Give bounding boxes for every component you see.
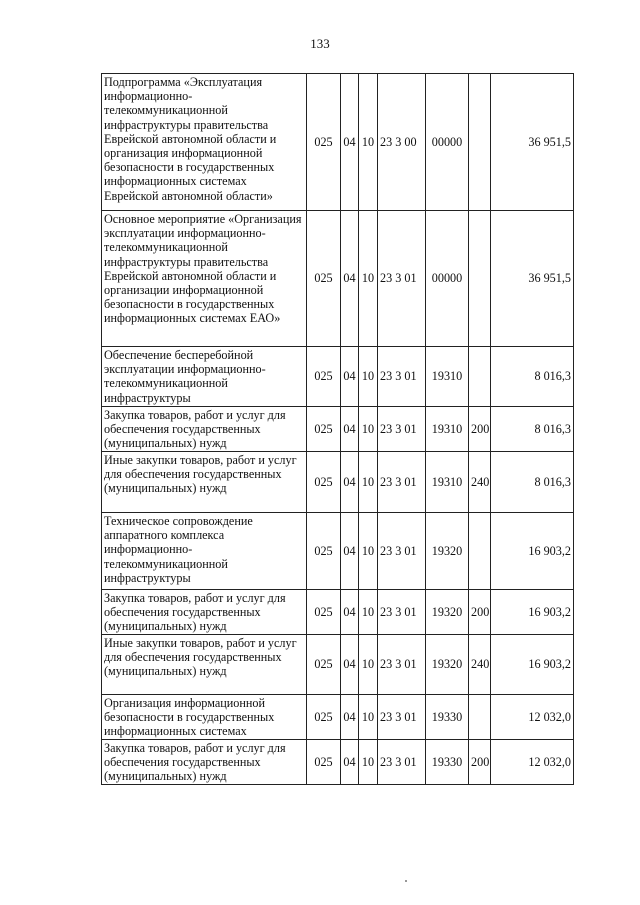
- program-code: 23 3 01: [378, 211, 426, 347]
- expense-type-code: [469, 211, 491, 347]
- scan-speck: [405, 880, 407, 882]
- ministry-code: 025: [307, 740, 341, 785]
- row-name: Закупка товаров, работ и услуг для обеспечения государственных (муниципальных) нужд: [102, 740, 307, 785]
- direction-code: 19320: [426, 635, 469, 695]
- direction-code: 19310: [426, 407, 469, 452]
- ministry-code: 025: [307, 590, 341, 635]
- program-code: 23 3 00: [378, 74, 426, 211]
- ministry-code: 025: [307, 407, 341, 452]
- amount: 16 903,2: [491, 635, 574, 695]
- section-code: 04: [341, 211, 359, 347]
- amount: 36 951,5: [491, 211, 574, 347]
- expense-type-code: 200: [469, 407, 491, 452]
- program-code: 23 3 01: [378, 635, 426, 695]
- subsection-code: 10: [359, 590, 378, 635]
- ministry-code: 025: [307, 211, 341, 347]
- direction-code: 00000: [426, 211, 469, 347]
- table-row: [102, 211, 574, 347]
- subsection-code: 10: [359, 407, 378, 452]
- subsection-code: 10: [359, 452, 378, 513]
- table-row: [102, 740, 574, 785]
- subsection-code: 10: [359, 74, 378, 211]
- subsection-code: 10: [359, 635, 378, 695]
- table-row: [102, 452, 574, 513]
- page-number: 133: [310, 36, 330, 51]
- direction-code: 19310: [426, 452, 469, 513]
- expense-type-code: 200: [469, 590, 491, 635]
- ministry-code: 025: [307, 695, 341, 740]
- ministry-code: 025: [307, 74, 341, 211]
- program-code: 23 3 01: [378, 407, 426, 452]
- row-name: Организация информационной безопасности в государственных информационных системах: [102, 695, 307, 740]
- ministry-code: 025: [307, 452, 341, 513]
- section-code: 04: [341, 513, 359, 590]
- section-code: 04: [341, 635, 359, 695]
- expense-type-code: 200: [469, 740, 491, 785]
- row-name: Иные закупки товаров, работ и услуг для обеспечения государственных (муниципальных) нужд: [102, 635, 307, 695]
- table-row: [102, 635, 574, 695]
- direction-code: 19330: [426, 695, 469, 740]
- program-code: 23 3 01: [378, 513, 426, 590]
- subsection-code: 10: [359, 740, 378, 785]
- row-name: Иные закупки товаров, работ и услуг для обеспечения государственных (муниципальных) нужд: [102, 452, 307, 513]
- expense-type-code: [469, 513, 491, 590]
- table-row: [102, 513, 574, 590]
- section-code: 04: [341, 452, 359, 513]
- expense-type-code: [469, 74, 491, 211]
- row-name: Основное мероприятие «Организация эксплуатации информационно-телекоммуникационной инфраструктуры правительства Еврейской автономной области и организации информационной безопасности в государственных информационных системах ЕАО»: [102, 211, 307, 347]
- program-code: 23 3 01: [378, 452, 426, 513]
- amount: 16 903,2: [491, 590, 574, 635]
- row-name: Закупка товаров, работ и услуг для обеспечения государственных (муниципальных) нужд: [102, 407, 307, 452]
- amount: 8 016,3: [491, 452, 574, 513]
- table-row: [102, 347, 574, 407]
- section-code: 04: [341, 740, 359, 785]
- expense-type-code: [469, 695, 491, 740]
- direction-code: 19330: [426, 740, 469, 785]
- program-code: 23 3 01: [378, 740, 426, 785]
- program-code: 23 3 01: [378, 590, 426, 635]
- section-code: 04: [341, 590, 359, 635]
- table-row: [102, 590, 574, 635]
- row-name: Обеспечение бесперебойной эксплуатации информационно-телекоммуникационной инфраструктуры: [102, 347, 307, 407]
- amount: 8 016,3: [491, 407, 574, 452]
- expense-type-code: 240: [469, 452, 491, 513]
- ministry-code: 025: [307, 513, 341, 590]
- expense-type-code: [469, 347, 491, 407]
- amount: 36 951,5: [491, 74, 574, 211]
- amount: 12 032,0: [491, 695, 574, 740]
- direction-code: 19310: [426, 347, 469, 407]
- subsection-code: 10: [359, 211, 378, 347]
- ministry-code: 025: [307, 635, 341, 695]
- expense-type-code: 240: [469, 635, 491, 695]
- amount: 8 016,3: [491, 347, 574, 407]
- amount: 16 903,2: [491, 513, 574, 590]
- program-code: 23 3 01: [378, 695, 426, 740]
- subsection-code: 10: [359, 695, 378, 740]
- subsection-code: 10: [359, 513, 378, 590]
- row-name: Техническое сопровождение аппаратного комплекса информационно-телекоммуникационной инфраструктуры: [102, 513, 307, 590]
- section-code: 04: [341, 695, 359, 740]
- row-name: Подпрограмма «Эксплуатация информационно-телекоммуникационной инфраструктуры правительства Еврейской автономной области и организация информационной безопасности в государственных информационных системах Еврейской автономной области»: [102, 74, 307, 211]
- subsection-code: 10: [359, 347, 378, 407]
- table-row: [102, 407, 574, 452]
- ministry-code: 025: [307, 347, 341, 407]
- budget-table: [101, 73, 574, 785]
- direction-code: 19320: [426, 513, 469, 590]
- row-name: Закупка товаров, работ и услуг для обеспечения государственных (муниципальных) нужд: [102, 590, 307, 635]
- table-row: [102, 695, 574, 740]
- section-code: 04: [341, 407, 359, 452]
- section-code: 04: [341, 74, 359, 211]
- section-code: 04: [341, 347, 359, 407]
- direction-code: 19320: [426, 590, 469, 635]
- amount: 12 032,0: [491, 740, 574, 785]
- table-row: [102, 74, 574, 211]
- program-code: 23 3 01: [378, 347, 426, 407]
- direction-code: 00000: [426, 74, 469, 211]
